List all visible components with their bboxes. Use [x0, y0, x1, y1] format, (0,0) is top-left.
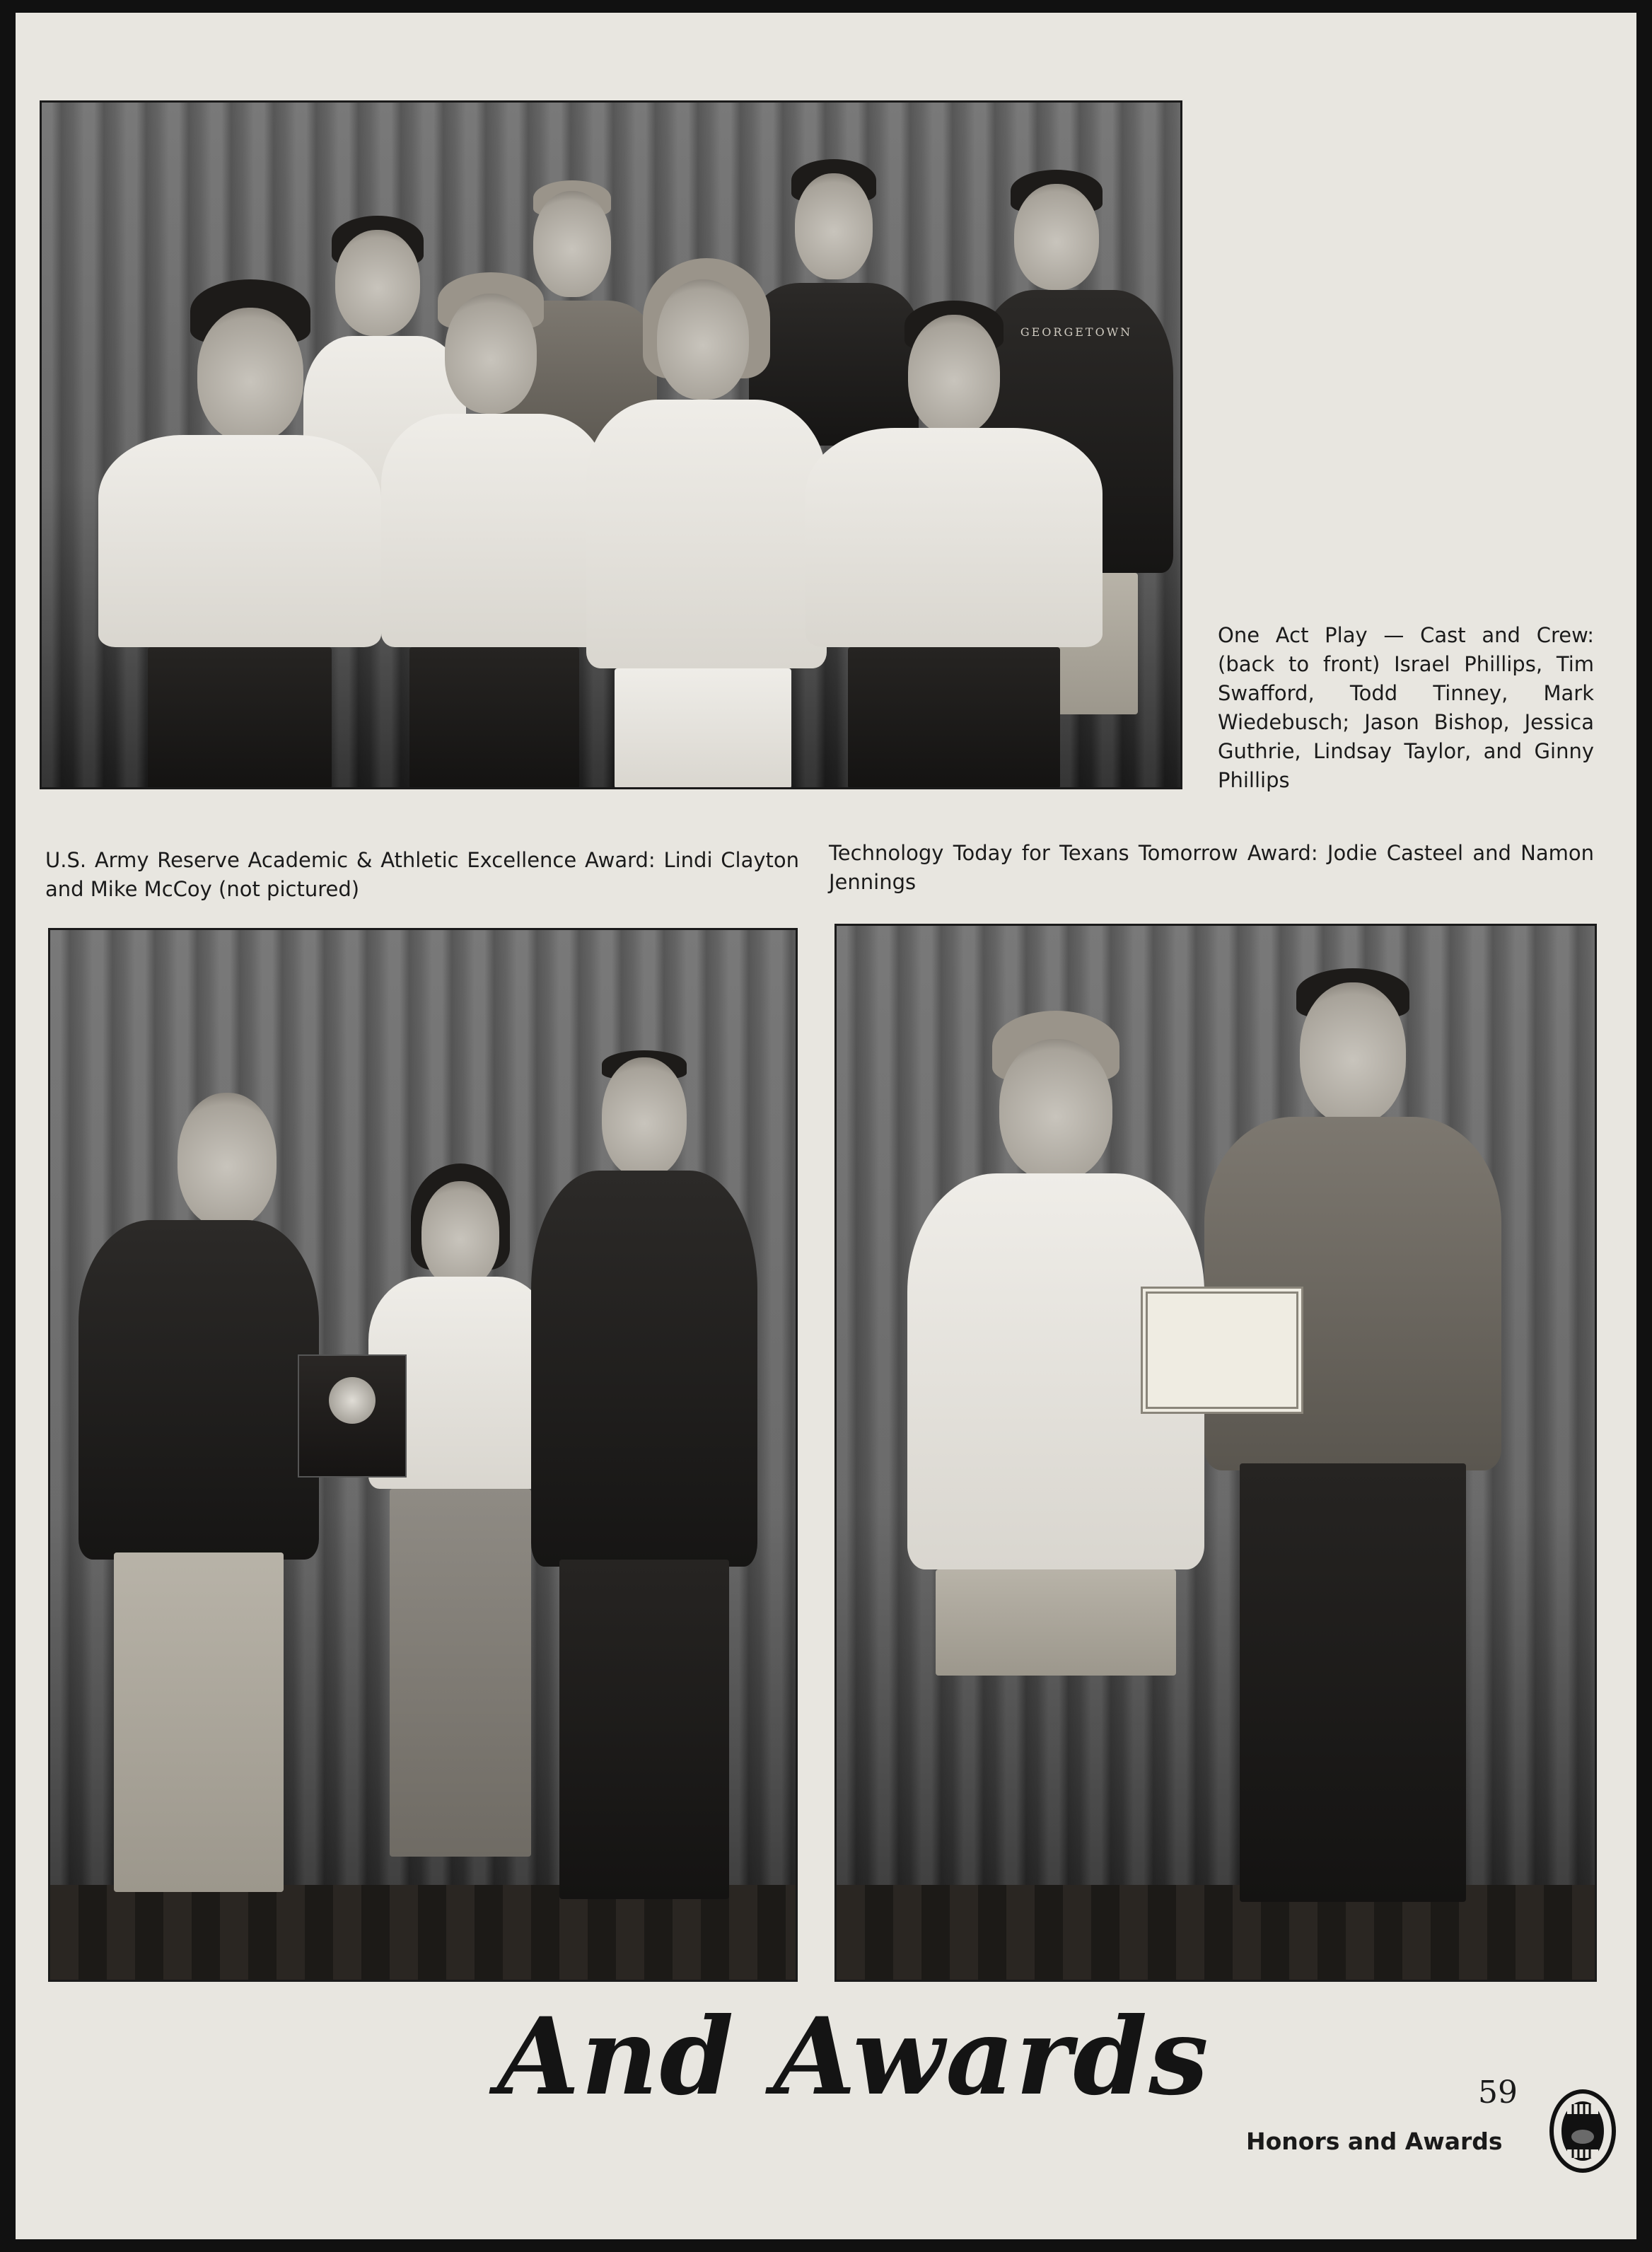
person [805, 301, 1103, 789]
georgetown-shirt-text: GEORGETOWN [1020, 325, 1133, 339]
shouting-mouth-icon [1549, 2089, 1617, 2173]
one-act-play-caption: One Act Play — Cast and Crew: (back to front) Israel Phillips, Tim Swafford, Todd Tinney, Mark Wiedebusch; Jason Bishop, Jessica Guthrie, Lindsay Taylor, and Ginny Phillips [1218, 623, 1594, 792]
army-reserve-caption: U.S. Army Reserve Academic & Athletic Excellence Award: Lindi Clayton and Mike McCoy (not pictured) [45, 848, 799, 901]
person [586, 258, 827, 789]
one-act-play-photo [40, 100, 1182, 789]
section-label: Honors and Awards [1246, 2128, 1503, 2155]
award-recipient [907, 1011, 1204, 1902]
award-plaque [298, 1354, 407, 1478]
army-reserve-award-photo [48, 928, 798, 1982]
award-recipient [368, 1163, 552, 1899]
medal-icon [329, 1377, 376, 1424]
technology-today-caption: Technology Today for Texans Tomorrow Award: Jodie Casteel and Namon Jennings [829, 841, 1594, 894]
page-number: 59 [1478, 2074, 1518, 2111]
technology-today-award-photo [834, 924, 1597, 1982]
presenter [78, 1093, 333, 1899]
army-officer [531, 1050, 757, 1899]
award-certificate [1141, 1287, 1303, 1414]
person [381, 272, 607, 789]
yearbook-page [16, 13, 1636, 2239]
person [84, 279, 395, 789]
page-title: And Awards [497, 1995, 1210, 2119]
award-recipient [1204, 968, 1501, 1902]
